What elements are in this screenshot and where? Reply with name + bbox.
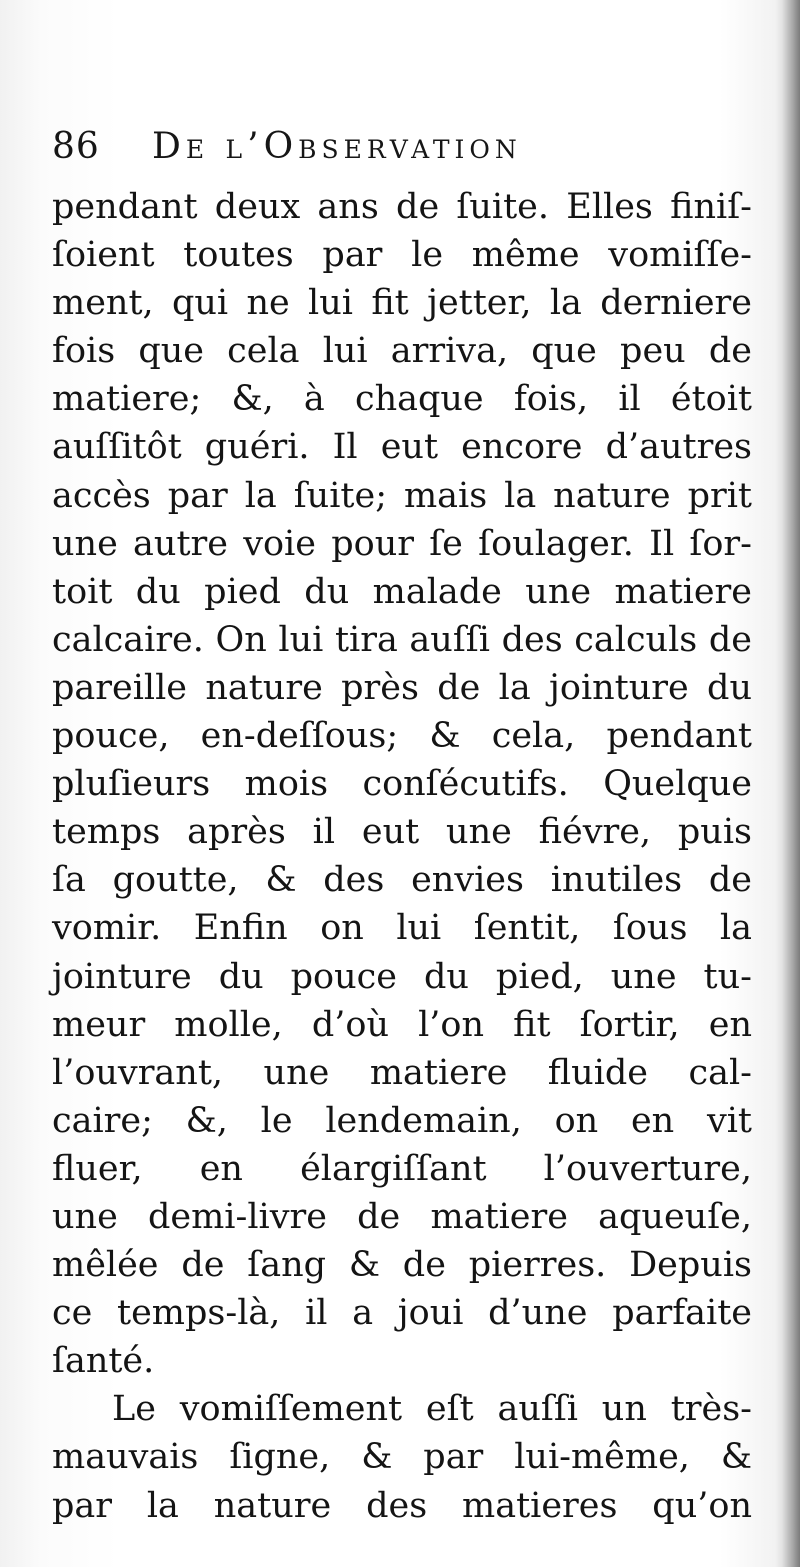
text-line: caire; &, le lendemain, on en vit	[52, 1100, 752, 1141]
text-line: l’ouvrant, une matiere fluide cal-	[52, 1052, 752, 1093]
text-line: matiere; &, à chaque fois, il étoit	[52, 379, 752, 420]
page-number: 86	[52, 126, 100, 167]
text-line: mauvais ſigne, & par lui-même, &	[52, 1437, 752, 1478]
text-line: une demi-livre de matiere aqueuſe,	[52, 1196, 752, 1237]
text-line: mêlée de ſang & de pierres. Depuis	[52, 1245, 752, 1286]
text-line: ment, qui ne lui fit jetter, la derniere	[52, 283, 752, 324]
text-line: pareille nature près de la jointure du	[52, 667, 752, 708]
text-line: ſa goutte, & des envies inutiles de	[52, 860, 752, 901]
running-title: De l’Observation	[152, 126, 522, 167]
text-line: par la nature des matieres qu’on	[52, 1485, 752, 1526]
text-line: vomir. Enfin on lui ſentit, ſous la	[52, 908, 752, 949]
paragraph-start-line: Le vomiſſement eſt auſſi un très-	[112, 1389, 752, 1430]
text-line: ce temps-là, il a joui d’une parfaite	[52, 1293, 752, 1334]
text-line: meur molle, d’où l’on fit ſortir, en	[52, 1004, 752, 1045]
text-line: temps après il eut une fiévre, puis	[52, 812, 752, 853]
body-text	[52, 183, 752, 1530]
text-line: jointure du pouce du pied, une tu-	[52, 956, 752, 997]
text-line: pendant deux ans de ſuite. Elles finiſ-	[52, 187, 752, 227]
text-line: ſoient toutes par le même vomiſſe-	[52, 235, 752, 276]
text-line: calcaire. On lui tira auſſi des calculs de	[52, 619, 752, 660]
text-line: toit du pied du malade une matiere	[52, 571, 752, 612]
text-line: une autre voie pour ſe ſoulager. Il ſor-	[52, 523, 752, 564]
running-head	[52, 122, 752, 172]
text-line: auſſitôt guéri. Il eut encore d’autres	[52, 427, 752, 468]
text-line: fois que cela lui arriva, que peu de	[52, 331, 752, 372]
text-line: accès par la ſuite; mais la nature prit	[52, 475, 752, 516]
text-line: pluſieurs mois conſécutifs. Quelque	[52, 764, 752, 805]
text-line: pouce, en-deſſous; & cela, pendant	[52, 716, 752, 757]
paragraph-end-line: ſanté.	[52, 1341, 155, 1382]
text-line: fluer, en élargiſſant l’ouverture,	[52, 1148, 752, 1189]
page-edge-shadow	[782, 0, 800, 1567]
